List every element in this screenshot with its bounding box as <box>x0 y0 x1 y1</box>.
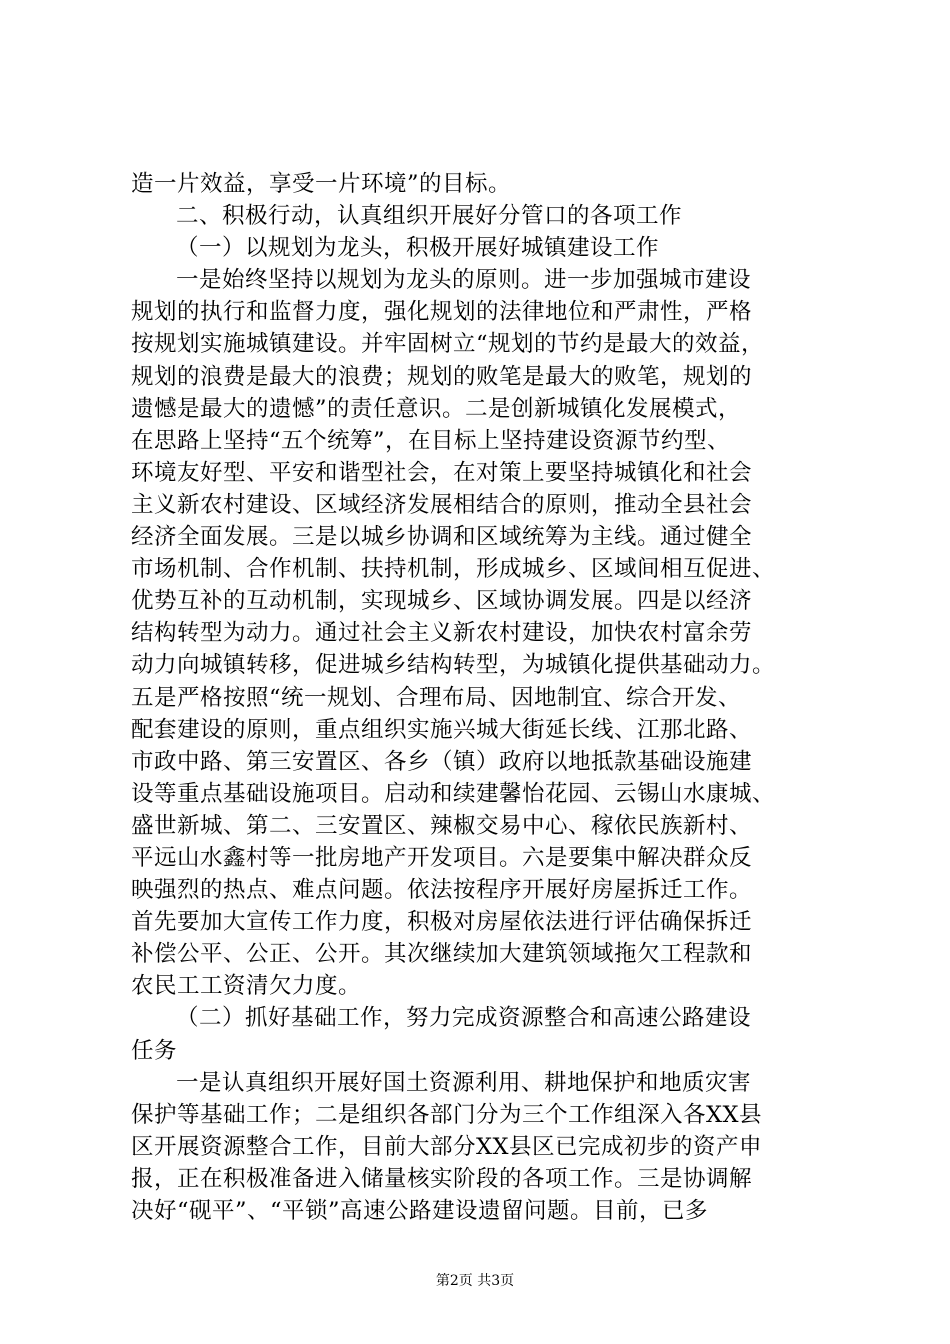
text-line: 报，正在积极准备进入储量核实阶段的各项工作。三是协调解 <box>131 1165 753 1192</box>
text-line: 配套建设的原则，重点组织实施兴城大街延长线、江那北路、 <box>131 716 753 743</box>
text-line: 优势互补的互动机制，实现城乡、区域协调发展。四是以经济 <box>131 588 753 615</box>
text-line: 环境友好型、平安和谐型社会，在对策上要坚持城镇化和社会 <box>131 459 753 486</box>
text-line: 映强烈的热点、难点问题。依法按程序开展好房屋拆迁工作。 <box>131 877 753 904</box>
text-line: 任务 <box>131 1037 178 1064</box>
section-heading: 二、积极行动，认真组织开展好分管口的各项工作 <box>176 203 683 230</box>
text-line: 决好“砚平”、“平锁”高速公路建设遗留问题。目前，已多 <box>131 1198 709 1224</box>
text-line: 五是严格按照“统一规划、合理布局、因地制宜、综合开发、 <box>131 684 742 711</box>
text-line: 农民工工资清欠力度。 <box>131 973 362 1000</box>
text-line: 保护等基础工作；二是组织各部门分为三个工作组深入各XX县 <box>131 1101 763 1128</box>
text-line: 主义新农村建设、区域经济发展相结合的原则，推动全县社会 <box>131 491 753 518</box>
text-line: 在思路上坚持“五个统筹”，在目标上坚持建设资源节约型、 <box>131 427 731 454</box>
text-line: 按规划实施城镇建设。并牢固树立“规划的节约是最大的效益， <box>131 331 765 358</box>
body-text <box>131 168 831 1227</box>
subsection-heading: （一）以规划为龙头，积极开展好城镇建设工作 <box>176 235 660 262</box>
text-line: 规划的浪费是最大的浪费；规划的败笔是最大的败笔，规划的 <box>131 363 753 390</box>
text-line: 规划的执行和监督力度，强化规划的法律地位和严肃性，严格 <box>131 299 753 326</box>
text-line: 市场机制、合作机制、扶持机制，形成城乡、区域间相互促进、 <box>131 556 776 583</box>
text-line: 一是始终坚持以规划为龙头的原则。进一步加强城市建设 <box>176 267 752 294</box>
text-line: 遗憾是最大的遗憾”的责任意识。二是创新城镇化发展模式， <box>131 395 742 422</box>
text-line: 首先要加大宣传工作力度，积极对房屋依法进行评估确保拆迁 <box>131 909 753 936</box>
text-line: 平远山水鑫村等一批房地产开发项目。六是要集中解决群众反 <box>131 844 753 871</box>
text-line: 市政中路、第三安置区、各乡（镇）政府以地抵款基础设施建 <box>131 748 753 775</box>
page-number-footer: 第2页 共3页 <box>435 1273 515 1289</box>
text-line: 结构转型为动力。通过社会主义新农村建设，加快农村富余劳 <box>131 620 753 647</box>
text-line: 设等重点基础设施项目。启动和续建馨怡花园、云锡山水康城、 <box>131 780 776 807</box>
text-line: 盛世新城、第二、三安置区、辣椒交易中心、稼依民族新村、 <box>131 812 753 839</box>
text-line: 一是认真组织开展好国土资源利用、耕地保护和地质灾害 <box>176 1069 752 1096</box>
text-line: 区开展资源整合工作，目前大部分XX县区已完成初步的资产申 <box>131 1133 763 1160</box>
text-line: 经济全面发展。三是以城乡协调和区域统筹为主线。通过健全 <box>131 524 753 551</box>
text-line: 补偿公平、公正、公开。其次继续加大建筑领域拖欠工程款和 <box>131 941 753 968</box>
text-line: 造一片效益，享受一片环境”的目标。 <box>131 171 512 197</box>
subsection-heading: （二）抓好基础工作，努力完成资源整合和高速公路建设 <box>176 1005 752 1032</box>
text-line: 动力向城镇转移，促进城乡结构转型，为城镇化提供基础动力。 <box>131 652 776 679</box>
